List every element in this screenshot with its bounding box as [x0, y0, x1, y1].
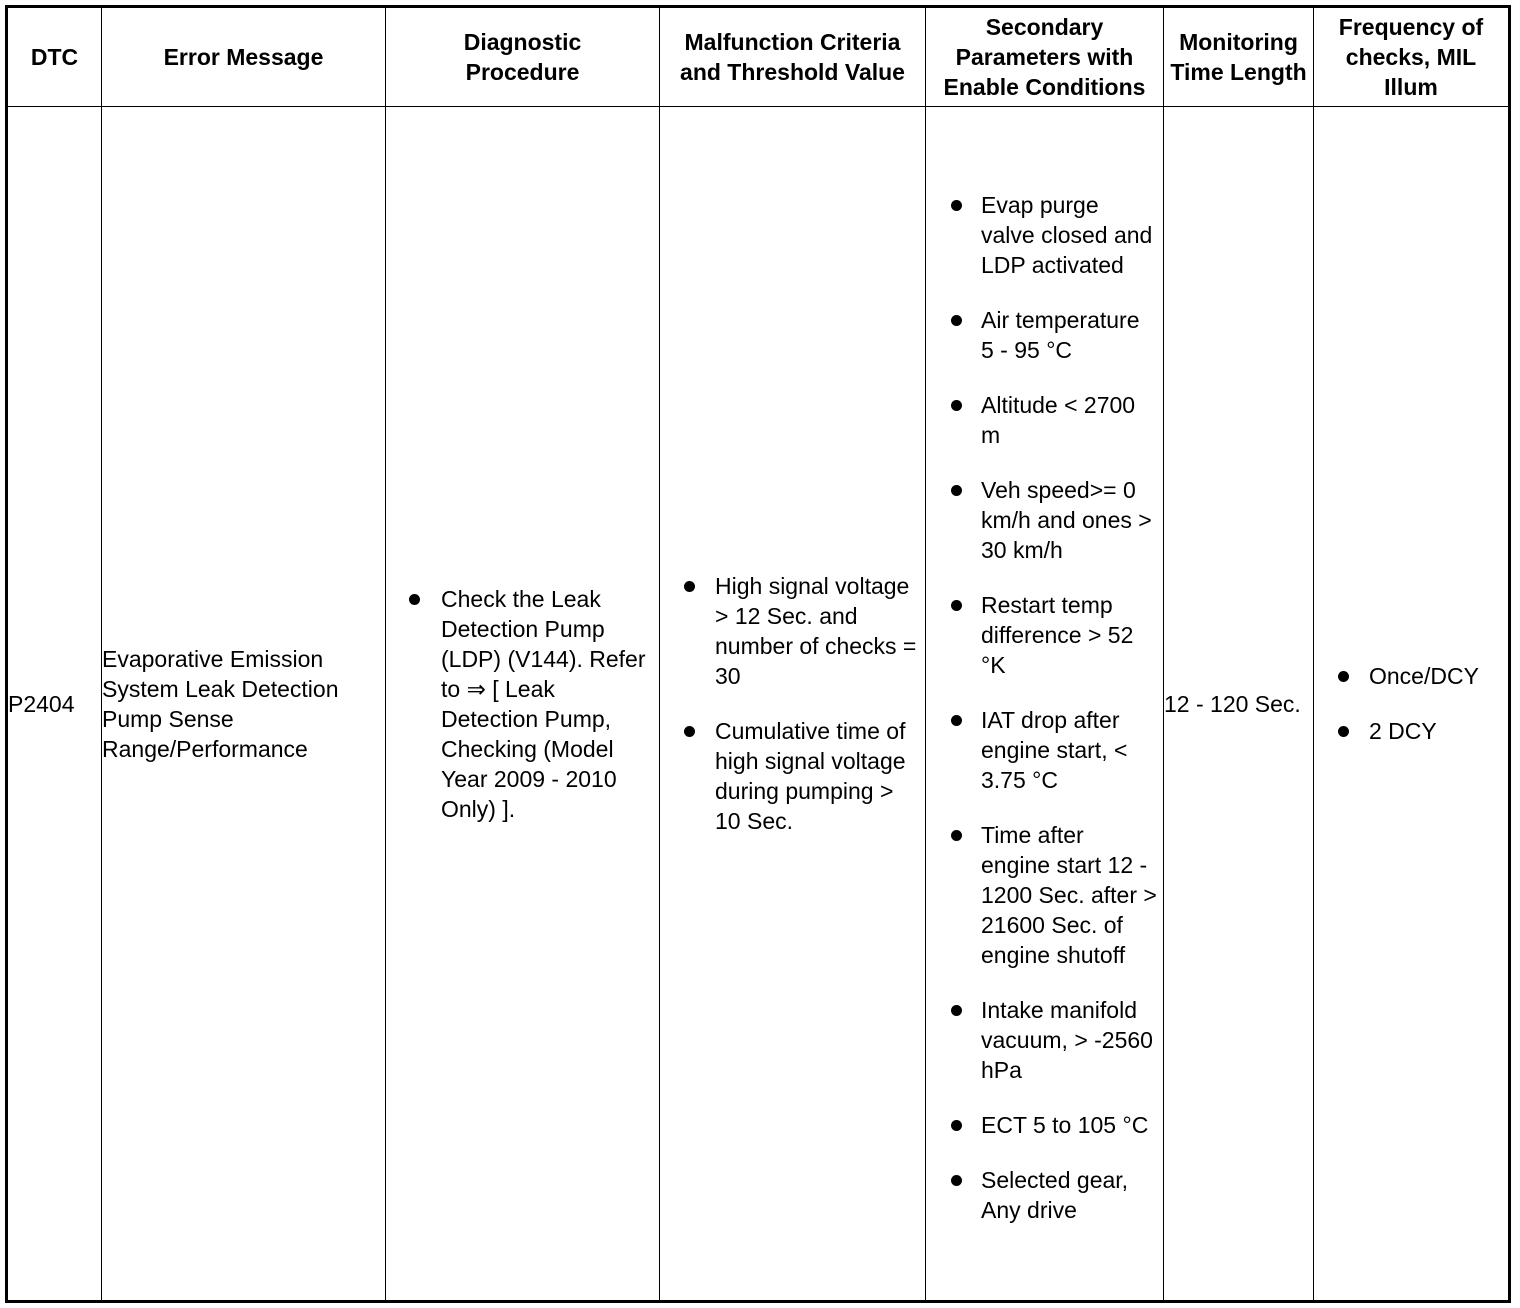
- secondary-parameters-list: [926, 183, 1163, 1225]
- frequency-cell: [1314, 107, 1510, 1302]
- dtc-code: P2404: [7, 107, 102, 1302]
- monitoring-time: 12 - 120 Sec.: [1164, 107, 1314, 1302]
- diagnostic-procedure-list: [386, 584, 659, 824]
- malfunction-criteria-cell: [660, 107, 926, 1302]
- header-dtc: DTC: [7, 7, 102, 107]
- header-row: [7, 7, 1510, 107]
- header-malfunction-criteria: Malfunction Criteria and Threshold Value: [660, 7, 926, 107]
- secondary-parameters-cell: [926, 107, 1164, 1302]
- header-secondary-parameters: Secondary Parameters with Enable Conditions: [926, 7, 1164, 107]
- frequency-list: [1314, 661, 1508, 746]
- frequency-item: Once/DCY: [1369, 661, 1502, 691]
- diagnostic-procedure-item: Check the Leak Detection Pump (LDP) (V144). Refer to ⇒ [ Leak Detection Pump, Checking (Model Year 2009 - 2010 Only) ].: [441, 584, 649, 824]
- header-monitoring-time: Monitoring Time Length: [1164, 7, 1314, 107]
- error-message: Evaporative Emission System Leak Detection Pump Sense Range/Performance: [102, 107, 386, 1302]
- secondary-parameter-item: Intake manifold vacuum, > -2560 hPa: [981, 995, 1157, 1085]
- header-frequency: Frequency of checks, MIL Illum: [1314, 7, 1510, 107]
- secondary-parameter-item: Restart temp difference > 52 °K: [981, 590, 1157, 680]
- header-diagnostic-procedure: Diagnostic Procedure: [386, 7, 660, 107]
- secondary-parameter-item: ECT 5 to 105 °C: [981, 1110, 1157, 1140]
- frequency-item: 2 DCY: [1369, 716, 1502, 746]
- secondary-parameter-item: IAT drop after engine start, < 3.75 °C: [981, 705, 1157, 795]
- header-error-message: Error Message: [102, 7, 386, 107]
- malfunction-criteria-list: [660, 571, 925, 836]
- secondary-parameter-item: Veh speed>= 0 km/h and ones > 30 km/h: [981, 475, 1157, 565]
- diagnostic-procedure-cell: [386, 107, 660, 1302]
- dtc-table: [5, 5, 1511, 1303]
- secondary-parameter-item: Selected gear, Any drive: [981, 1165, 1157, 1225]
- secondary-parameter-item: Air temperature 5 - 95 °C: [981, 305, 1157, 365]
- malfunction-criteria-item: Cumulative time of high signal voltage during pumping > 10 Sec.: [715, 716, 917, 836]
- secondary-parameter-item: Evap purge valve closed and LDP activated: [981, 190, 1157, 280]
- secondary-parameter-item: Altitude < 2700 m: [981, 390, 1157, 450]
- malfunction-criteria-item: High signal voltage > 12 Sec. and number of checks = 30: [715, 573, 917, 689]
- secondary-parameter-item: Time after engine start 12 - 1200 Sec. after > 21600 Sec. of engine shutoff: [981, 821, 1157, 968]
- table-row: [7, 107, 1510, 1302]
